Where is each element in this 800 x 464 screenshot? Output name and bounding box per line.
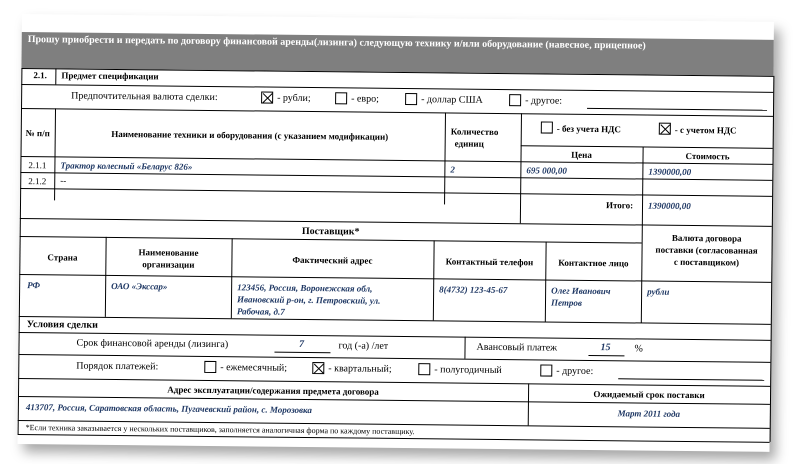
supplier-country: РФ (27, 280, 41, 291)
col-number: № п/п (25, 128, 50, 139)
currency-label: Предпочтительная валюта сделки: (71, 90, 218, 104)
operation-address-label: Адрес эксплуатации/содержания предмета договора (167, 384, 379, 397)
section-title: Предмет спецификации (61, 70, 159, 82)
supplier-title: Поставщик* (301, 225, 360, 238)
col-currency-1: Валюта договора (671, 232, 742, 244)
row1-quantity: 2 (450, 164, 455, 175)
currency-rub-checkbox[interactable] (261, 92, 273, 104)
section-number: 2.1. (33, 70, 47, 81)
total-value: 1390000,00 (647, 200, 691, 212)
row1-name: Трактор колесный «Беларус 826» (60, 160, 193, 172)
col-country: Страна (47, 252, 78, 263)
currency-eur-label: - евро; (351, 93, 379, 105)
col-currency-2: поставки (согласованная (655, 244, 758, 256)
payment-label: Порядок платежей: (76, 360, 159, 373)
col-contact: Контактное лицо (558, 257, 629, 269)
payment-other-checkbox[interactable] (540, 364, 552, 376)
payment-monthly-label: - ежемесячный; (220, 362, 288, 374)
delivery-term-label: Ожидаемый срок поставки (593, 389, 705, 401)
payment-quarterly-checkbox[interactable] (312, 362, 324, 374)
col-org-1: Наименование (138, 247, 199, 258)
col-price: Цена (571, 149, 592, 160)
col-cost: Стоимость (685, 150, 730, 162)
col-org-2: организации (142, 259, 195, 270)
supplier-currency: рубли (647, 286, 670, 297)
advance-value[interactable]: 15 (600, 342, 611, 354)
supplier-phone: 8(4732) 123-45-67 (439, 284, 508, 296)
col-quantity-1: Количество (450, 126, 499, 137)
payment-monthly-checkbox[interactable] (204, 361, 216, 373)
currency-other-label: - другое: (525, 95, 563, 107)
lease-term-label: Срок финансовой аренды (лизинга) (76, 337, 229, 351)
specification-form (17, 14, 773, 452)
footnote: *Если техника заказывается у нескольких поставщиков, заполняется аналогичная форма по каждому поставщику. (25, 423, 415, 437)
vat-included-checkbox[interactable] (659, 123, 671, 135)
terms-title: Условия сделки (26, 319, 99, 331)
supplier-org: ОАО «Экссар» (111, 280, 168, 292)
row1-price: 695 000,00 (526, 165, 567, 176)
payment-halfyear-checkbox[interactable] (418, 363, 430, 375)
supplier-address-3: Рабочая, д.7 (236, 306, 285, 317)
payment-other-label: - другое: (556, 365, 594, 378)
payment-quarterly-label: - квартальный; (328, 363, 392, 375)
row2-number: 2.1.2 (28, 176, 47, 187)
payment-other-field[interactable] (618, 378, 764, 381)
supplier-contact-1: Олег Иванович (551, 285, 611, 297)
row1-number: 2.1.1 (28, 160, 47, 171)
advance-unit: % (634, 343, 643, 355)
header-text: Прошу приобрести и передать по договору финансовой аренды(лизинга) следующую технику и/или оборудование (навесное, прицепное) (27, 34, 646, 52)
supplier-contact-2: Петров (550, 297, 582, 308)
total-label: Итого: (605, 200, 634, 211)
currency-other-checkbox[interactable] (509, 94, 521, 106)
vat-excluded-label: - без учета НДС (556, 123, 621, 135)
lease-term-value[interactable]: 7 (298, 338, 305, 350)
row1-cost: 1390000,00 (648, 166, 692, 178)
currency-usd-label: - доллар США (421, 94, 483, 106)
col-address: Фактический адрес (292, 254, 373, 266)
row2-name: -- (60, 175, 67, 186)
col-phone: Контактный телефон (445, 256, 534, 268)
advance-label: Авансовый платеж (476, 341, 558, 354)
col-name: Наименование техники и оборудования (с указанием модификации) (111, 128, 389, 142)
operation-address-value: 413707, Россия, Саратовская область, Пугачевский район, с. Морозовка (25, 402, 312, 416)
col-quantity-2: единиц (454, 138, 484, 149)
payment-halfyear-label: - полугодичный (434, 364, 502, 377)
currency-rub-label: - рубли; (277, 92, 311, 105)
supplier-address-1: 123456, Россия, Воронежская обл, (237, 282, 373, 294)
currency-other-field[interactable] (587, 108, 767, 111)
vat-included-label: - с учетом НДС (674, 124, 737, 136)
supplier-address-2: Ивановский р-он, г. Петровский, ул. (236, 294, 381, 306)
currency-usd-checkbox[interactable] (405, 93, 417, 105)
col-currency-3: с поставщиком) (673, 256, 740, 268)
vat-excluded-checkbox[interactable] (541, 121, 553, 133)
currency-eur-checkbox[interactable] (335, 92, 347, 104)
delivery-term-value: Март 2011 года (617, 408, 681, 419)
lease-term-unit: год (-а) /лет (338, 340, 389, 352)
col-currency-4 (641, 268, 771, 269)
